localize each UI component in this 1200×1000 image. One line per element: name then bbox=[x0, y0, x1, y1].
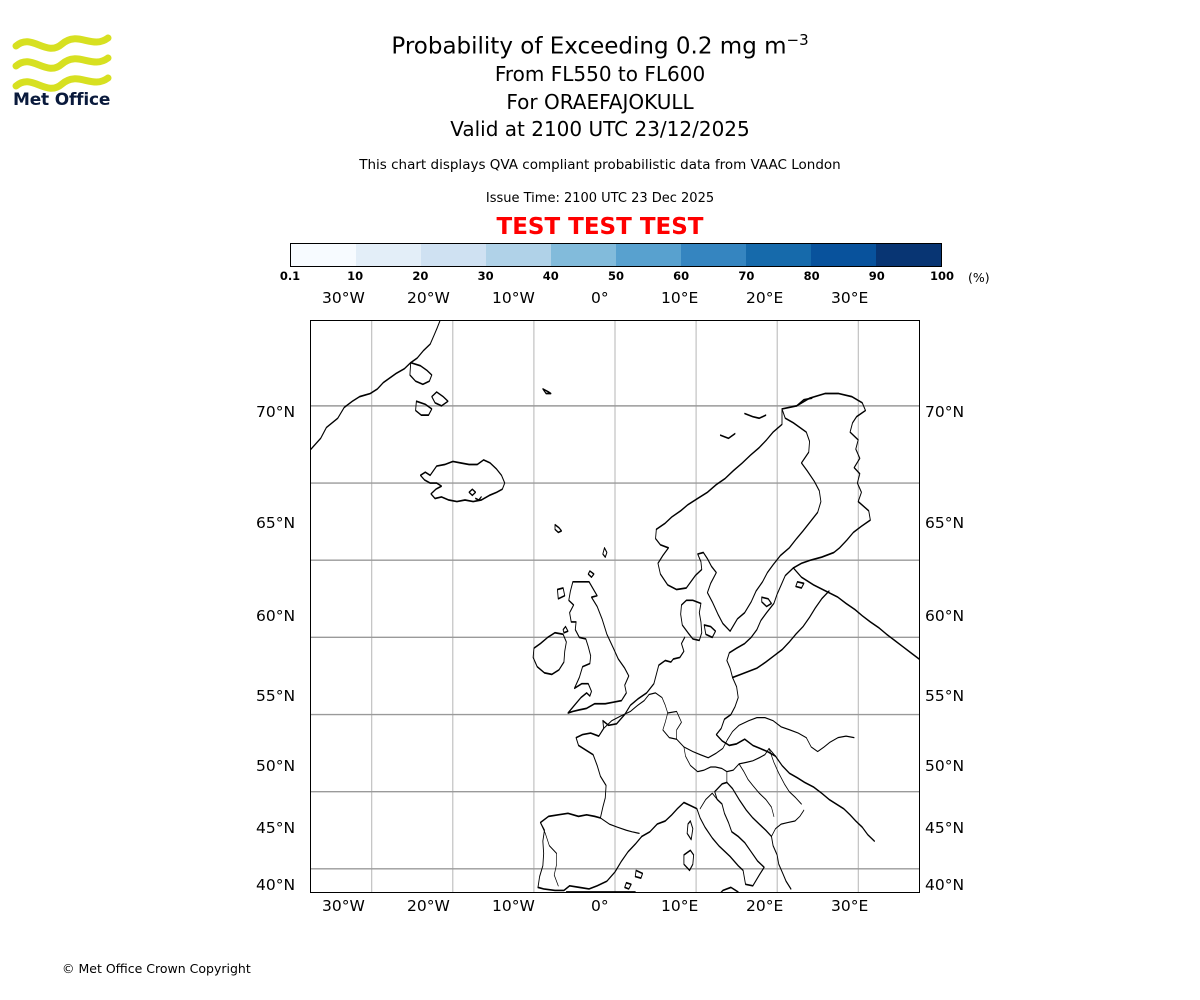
colorbar-tick-50: 50 bbox=[607, 269, 625, 283]
subtitle-flight-levels: From FL550 to FL600 bbox=[494, 62, 706, 86]
axis-label-bottom-30e: 30°E bbox=[831, 897, 869, 915]
colorbar-tick-70: 70 bbox=[738, 269, 755, 283]
colorbar-tick-20: 20 bbox=[412, 269, 429, 283]
axis-label-top-0: 0° bbox=[591, 289, 609, 307]
map-plot-area[interactable] bbox=[310, 320, 920, 893]
subtitle-valid-time: Valid at 2100 UTC 23/12/2025 bbox=[450, 117, 750, 141]
axis-label-right-65n: 65°N bbox=[925, 514, 965, 532]
axis-label-right-60n: 60°N bbox=[925, 607, 965, 625]
axis-label-top-30e: 30°E bbox=[831, 289, 869, 307]
colorbar-segment-8 bbox=[811, 244, 876, 266]
axis-label-left-45n: 45°N bbox=[256, 819, 296, 837]
colorbar-segment-6 bbox=[681, 244, 746, 266]
axis-label-top-20e: 20°E bbox=[746, 289, 784, 307]
colorbar-segment-9 bbox=[876, 244, 941, 266]
colorbar-tick-100: 100 bbox=[929, 269, 955, 283]
qva-note: This chart displays QVA compliant probabilistic data from VAAC London bbox=[359, 157, 841, 173]
axis-label-bottom-30w: 30°W bbox=[322, 897, 365, 915]
axis-label-left-55n: 55°N bbox=[256, 687, 296, 705]
colorbar-segment-0 bbox=[291, 244, 356, 266]
met-office-logo-text: Met Office bbox=[13, 90, 111, 110]
page-title-text: Probability of Exceeding 0.2 mg m bbox=[391, 33, 787, 60]
colorbar-segment-1 bbox=[356, 244, 421, 266]
axis-label-left-65n: 65°N bbox=[256, 514, 296, 532]
colorbar-tick-60: 60 bbox=[673, 269, 690, 283]
colorbar-segment-2 bbox=[421, 244, 486, 266]
colorbar-segment-3 bbox=[486, 244, 551, 266]
colorbar-tick-30: 30 bbox=[477, 269, 494, 283]
test-banner: TEST TEST TEST bbox=[496, 214, 704, 240]
axis-label-top-10w: 10°W bbox=[492, 289, 535, 307]
axis-label-bottom-10e: 10°E bbox=[661, 897, 699, 915]
colorbar-tick-90: 90 bbox=[868, 269, 885, 283]
issue-time: Issue Time: 2100 UTC 23 Dec 2025 bbox=[485, 191, 715, 206]
axis-label-bottom-0: 0° bbox=[591, 897, 609, 915]
axis-label-right-40n: 40°N bbox=[925, 876, 965, 894]
axis-label-right-45n: 45°N bbox=[925, 819, 965, 837]
axis-label-left-40n: 40°N bbox=[256, 876, 296, 894]
subtitle-volcano: For ORAEFAJOKULL bbox=[506, 90, 694, 114]
axis-label-right-50n: 50°N bbox=[925, 757, 965, 775]
colorbar-segment-5 bbox=[616, 244, 681, 266]
axis-label-right-55n: 55°N bbox=[925, 687, 965, 705]
axis-label-left-70n: 70°N bbox=[256, 403, 296, 421]
page-title-superscript: −3 bbox=[786, 31, 809, 49]
axis-label-bottom-20w: 20°W bbox=[407, 897, 450, 915]
colorbar-segment-4 bbox=[551, 244, 616, 266]
colorbar-tick-40: 40 bbox=[542, 269, 559, 283]
colorbar-tick-0.1: 0.1 bbox=[279, 269, 301, 283]
colorbar-tick-80: 80 bbox=[803, 269, 820, 283]
axis-label-top-20w: 20°W bbox=[407, 289, 450, 307]
axis-label-top-10e: 10°E bbox=[661, 289, 699, 307]
axis-label-bottom-20e: 20°E bbox=[746, 897, 784, 915]
colorbar-segment-7 bbox=[746, 244, 811, 266]
colorbar-tick-labels bbox=[279, 269, 955, 285]
colorbar bbox=[290, 243, 942, 267]
page-title bbox=[0, 26, 1200, 61]
axis-label-bottom-10w: 10°W bbox=[492, 897, 535, 915]
colorbar-unit-label: (%) bbox=[968, 270, 990, 285]
copyright-text: © Met Office Crown Copyright bbox=[62, 961, 251, 976]
axis-label-left-60n: 60°N bbox=[256, 607, 296, 625]
axis-label-right-70n: 70°N bbox=[925, 403, 965, 421]
axis-label-left-50n: 50°N bbox=[256, 757, 296, 775]
axis-label-top-30w: 30°W bbox=[322, 289, 365, 307]
colorbar-tick-10: 10 bbox=[347, 269, 364, 283]
